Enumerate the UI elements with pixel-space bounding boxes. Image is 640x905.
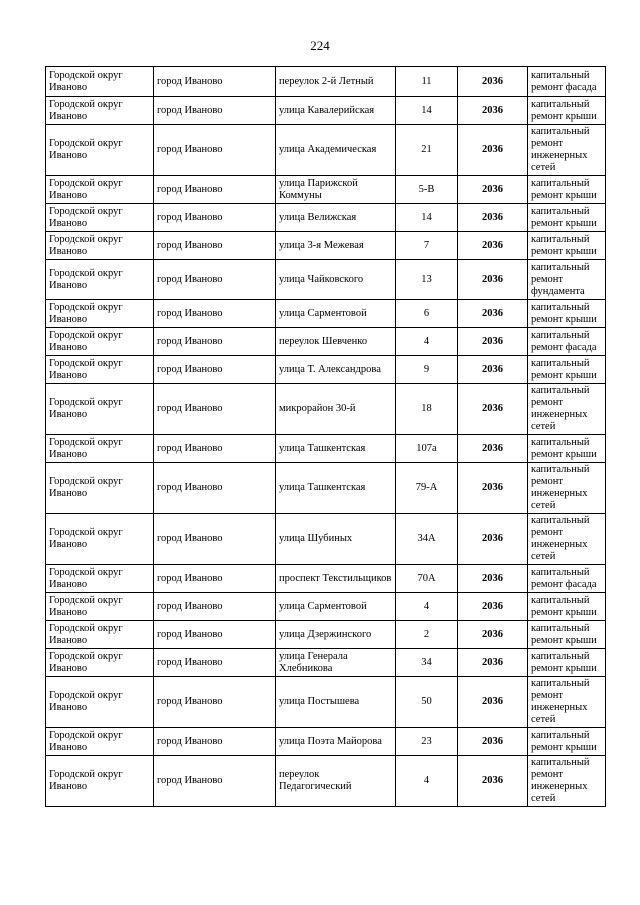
- cell-street: улица Сарментовой: [276, 593, 396, 621]
- cell-city: город Иваново: [154, 756, 276, 807]
- cell-okrug: Городской округ Иваново: [46, 260, 154, 300]
- cell-street: улица Чайковского: [276, 260, 396, 300]
- cell-house: 107а: [396, 435, 458, 463]
- cell-city: город Иваново: [154, 728, 276, 756]
- cell-okrug: Городской округ Иваново: [46, 463, 154, 514]
- cell-city: город Иваново: [154, 649, 276, 677]
- cell-work: капитальный ремонт фасада: [528, 565, 606, 593]
- cell-okrug: Городской округ Иваново: [46, 728, 154, 756]
- cell-city: город Иваново: [154, 260, 276, 300]
- cell-house: 34А: [396, 514, 458, 565]
- cell-work: капитальный ремонт крыши: [528, 97, 606, 125]
- cell-street: улица Ташкентская: [276, 435, 396, 463]
- cell-house: 6: [396, 300, 458, 328]
- table-row: [46, 356, 606, 384]
- table-row: [46, 260, 606, 300]
- table-row: [46, 125, 606, 176]
- cell-street: улица Велижская: [276, 204, 396, 232]
- cell-work: капитальный ремонт крыши: [528, 176, 606, 204]
- cell-work: капитальный ремонт фасада: [528, 67, 606, 97]
- cell-work: капитальный ремонт фасада: [528, 328, 606, 356]
- cell-okrug: Городской округ Иваново: [46, 677, 154, 728]
- cell-street: улица Т. Александрова: [276, 356, 396, 384]
- cell-okrug: Городской округ Иваново: [46, 514, 154, 565]
- cell-city: город Иваново: [154, 67, 276, 97]
- table-row: [46, 649, 606, 677]
- cell-house: 18: [396, 384, 458, 435]
- cell-work: капитальный ремонт инженерных сетей: [528, 677, 606, 728]
- page-number: 224: [310, 38, 330, 53]
- table-row: [46, 176, 606, 204]
- cell-year: 2036: [458, 435, 528, 463]
- cell-year: 2036: [458, 593, 528, 621]
- cell-okrug: Городской округ Иваново: [46, 565, 154, 593]
- cell-okrug: Городской округ Иваново: [46, 356, 154, 384]
- cell-city: город Иваново: [154, 463, 276, 514]
- cell-okrug: Городской округ Иваново: [46, 384, 154, 435]
- cell-house: 2: [396, 621, 458, 649]
- table-row: [46, 565, 606, 593]
- cell-street: улица Сарментовой: [276, 300, 396, 328]
- cell-house: 5-В: [396, 176, 458, 204]
- cell-work: капитальный ремонт крыши: [528, 356, 606, 384]
- cell-street: улица Кавалерийская: [276, 97, 396, 125]
- cell-city: город Иваново: [154, 300, 276, 328]
- cell-okrug: Городской округ Иваново: [46, 621, 154, 649]
- cell-okrug: Городской округ Иваново: [46, 67, 154, 97]
- cell-year: 2036: [458, 328, 528, 356]
- cell-street: улица Шубиных: [276, 514, 396, 565]
- table-row: [46, 756, 606, 807]
- cell-street: улица 3-я Межевая: [276, 232, 396, 260]
- cell-city: город Иваново: [154, 677, 276, 728]
- cell-year: 2036: [458, 514, 528, 565]
- cell-okrug: Городской округ Иваново: [46, 649, 154, 677]
- cell-work: капитальный ремонт крыши: [528, 649, 606, 677]
- cell-year: 2036: [458, 463, 528, 514]
- table-row: [46, 384, 606, 435]
- cell-year: 2036: [458, 67, 528, 97]
- cell-work: капитальный ремонт крыши: [528, 232, 606, 260]
- cell-okrug: Городской округ Иваново: [46, 756, 154, 807]
- cell-year: 2036: [458, 728, 528, 756]
- cell-street: переулок 2-й Летный: [276, 67, 396, 97]
- cell-year: 2036: [458, 649, 528, 677]
- cell-year: 2036: [458, 204, 528, 232]
- cell-year: 2036: [458, 125, 528, 176]
- cell-year: 2036: [458, 232, 528, 260]
- cell-street: улица Постышева: [276, 677, 396, 728]
- cell-okrug: Городской округ Иваново: [46, 176, 154, 204]
- table-row: [46, 232, 606, 260]
- cell-city: город Иваново: [154, 328, 276, 356]
- cell-work: капитальный ремонт инженерных сетей: [528, 756, 606, 807]
- cell-year: 2036: [458, 756, 528, 807]
- cell-street: переулок Шевченко: [276, 328, 396, 356]
- cell-work: капитальный ремонт фундамента: [528, 260, 606, 300]
- table-row: [46, 677, 606, 728]
- cell-okrug: Городской округ Иваново: [46, 232, 154, 260]
- table-row: [46, 463, 606, 514]
- cell-okrug: Городской округ Иваново: [46, 593, 154, 621]
- cell-city: город Иваново: [154, 435, 276, 463]
- cell-year: 2036: [458, 356, 528, 384]
- cell-work: капитальный ремонт крыши: [528, 728, 606, 756]
- table-row: [46, 593, 606, 621]
- cell-city: город Иваново: [154, 125, 276, 176]
- cell-city: город Иваново: [154, 514, 276, 565]
- cell-street: улица Генерала Хлебникова: [276, 649, 396, 677]
- cell-street: улица Академическая: [276, 125, 396, 176]
- cell-work: капитальный ремонт крыши: [528, 204, 606, 232]
- cell-year: 2036: [458, 677, 528, 728]
- cell-house: 50: [396, 677, 458, 728]
- cell-house: 34: [396, 649, 458, 677]
- cell-work: капитальный ремонт крыши: [528, 300, 606, 328]
- cell-house: 14: [396, 204, 458, 232]
- cell-work: капитальный ремонт инженерных сетей: [528, 463, 606, 514]
- cell-city: город Иваново: [154, 384, 276, 435]
- cell-year: 2036: [458, 176, 528, 204]
- cell-work: капитальный ремонт крыши: [528, 435, 606, 463]
- cell-house: 14: [396, 97, 458, 125]
- table-row: [46, 728, 606, 756]
- cell-year: 2036: [458, 384, 528, 435]
- cell-house: 9: [396, 356, 458, 384]
- table-row: [46, 514, 606, 565]
- cell-street: переулок Педагогический: [276, 756, 396, 807]
- cell-work: капитальный ремонт инженерных сетей: [528, 384, 606, 435]
- repair-schedule-table: [45, 66, 606, 807]
- cell-work: капитальный ремонт инженерных сетей: [528, 514, 606, 565]
- cell-city: город Иваново: [154, 204, 276, 232]
- cell-city: город Иваново: [154, 176, 276, 204]
- cell-work: капитальный ремонт крыши: [528, 621, 606, 649]
- cell-street: улица Ташкентская: [276, 463, 396, 514]
- cell-house: 21: [396, 125, 458, 176]
- table-row: [46, 204, 606, 232]
- cell-okrug: Городской округ Иваново: [46, 97, 154, 125]
- cell-house: 11: [396, 67, 458, 97]
- cell-okrug: Городской округ Иваново: [46, 125, 154, 176]
- cell-okrug: Городской округ Иваново: [46, 204, 154, 232]
- cell-house: 7: [396, 232, 458, 260]
- cell-work: капитальный ремонт инженерных сетей: [528, 125, 606, 176]
- cell-house: 13: [396, 260, 458, 300]
- cell-house: 4: [396, 593, 458, 621]
- cell-city: город Иваново: [154, 232, 276, 260]
- cell-street: улица Поэта Майорова: [276, 728, 396, 756]
- cell-okrug: Городской округ Иваново: [46, 328, 154, 356]
- table-row: [46, 328, 606, 356]
- cell-year: 2036: [458, 260, 528, 300]
- cell-year: 2036: [458, 97, 528, 125]
- table-row: [46, 300, 606, 328]
- cell-street: проспект Текстильщиков: [276, 565, 396, 593]
- cell-work: капитальный ремонт крыши: [528, 593, 606, 621]
- table-row: [46, 67, 606, 97]
- cell-house: 4: [396, 328, 458, 356]
- table-row: [46, 435, 606, 463]
- cell-city: город Иваново: [154, 593, 276, 621]
- cell-street: микрорайон 30-й: [276, 384, 396, 435]
- cell-year: 2036: [458, 621, 528, 649]
- cell-year: 2036: [458, 565, 528, 593]
- cell-house: 79-А: [396, 463, 458, 514]
- cell-city: город Иваново: [154, 565, 276, 593]
- table-row: [46, 621, 606, 649]
- cell-city: город Иваново: [154, 621, 276, 649]
- cell-okrug: Городской округ Иваново: [46, 300, 154, 328]
- cell-street: улица Дзержинского: [276, 621, 396, 649]
- cell-city: город Иваново: [154, 97, 276, 125]
- cell-okrug: Городской округ Иваново: [46, 435, 154, 463]
- table-row: [46, 97, 606, 125]
- cell-house: 70А: [396, 565, 458, 593]
- cell-year: 2036: [458, 300, 528, 328]
- table-body: [46, 67, 606, 807]
- cell-house: 23: [396, 728, 458, 756]
- cell-city: город Иваново: [154, 356, 276, 384]
- cell-house: 4: [396, 756, 458, 807]
- cell-street: улица Парижской Коммуны: [276, 176, 396, 204]
